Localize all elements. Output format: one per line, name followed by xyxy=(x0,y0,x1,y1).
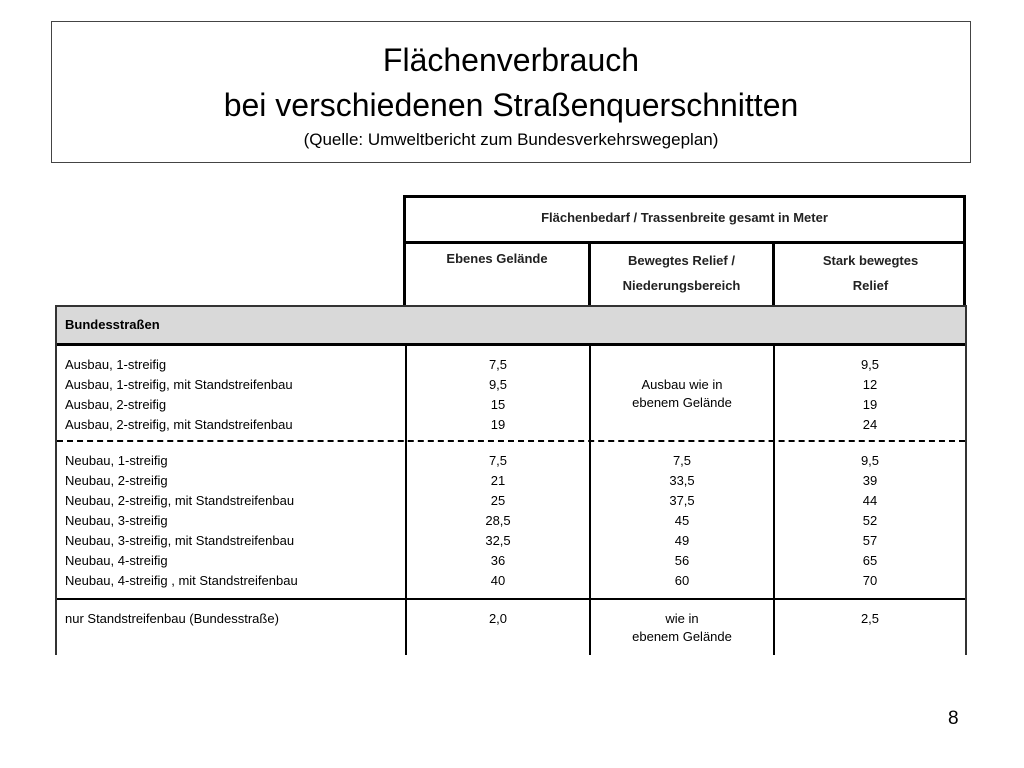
value-stark: 44 xyxy=(862,493,878,508)
title-box xyxy=(51,21,971,163)
column-header-bewegtes xyxy=(588,244,775,308)
row-label: Ausbau, 2-streifig, mit Standstreifenbau xyxy=(65,417,293,432)
value-ebenes: 7,5 xyxy=(488,453,508,468)
row-label: Ausbau, 2-streifig xyxy=(65,397,167,412)
table-row xyxy=(57,571,965,591)
row-label: Ausbau, 1-streifig xyxy=(65,357,167,372)
value-bewegtes: 37,5 xyxy=(669,493,695,508)
value-stark: 9,5 xyxy=(860,357,880,372)
row-label: Neubau, 4-streifig , mit Standstreifenbau xyxy=(65,573,298,588)
slide-source: (Quelle: Umweltbericht zum Bundesverkehrswegeplan) xyxy=(303,130,719,149)
merged-line1: wie in xyxy=(665,611,699,626)
merged-cell-ausbau xyxy=(591,376,773,412)
value-ebenes: 9,5 xyxy=(488,377,508,392)
value-ebenes: 25 xyxy=(490,493,506,508)
value-ebenes: 19 xyxy=(490,417,506,432)
row-label: Ausbau, 1-streifig, mit Standstreifenbau xyxy=(65,377,293,392)
value-stark: 12 xyxy=(862,377,878,392)
column-header-ebenes xyxy=(406,244,588,308)
value-bewegtes: 60 xyxy=(674,573,690,588)
value-ebenes: 2,0 xyxy=(488,611,508,626)
merged-line1: Ausbau wie in xyxy=(641,377,723,392)
row-divider xyxy=(57,440,965,442)
value-stark: 52 xyxy=(862,513,878,528)
column-header-stark-line1: Stark bewegtes xyxy=(822,253,919,268)
column-header-stark xyxy=(778,244,963,308)
value-bewegtes: 49 xyxy=(674,533,690,548)
table-row xyxy=(57,451,965,471)
merged-line2: ebenem Gelände xyxy=(632,629,732,644)
column-header-stark-line2: Relief xyxy=(852,278,889,293)
table-row xyxy=(57,395,965,415)
row-divider xyxy=(57,598,965,600)
section-header: Bundesstraßen xyxy=(57,307,965,346)
value-bewegtes: 33,5 xyxy=(669,473,695,488)
table-row xyxy=(57,511,965,531)
value-ebenes: 7,5 xyxy=(488,357,508,372)
value-ebenes: 36 xyxy=(490,553,506,568)
value-stark: 65 xyxy=(862,553,878,568)
value-stark: 19 xyxy=(862,397,878,412)
table-row xyxy=(57,491,965,511)
table-body xyxy=(55,305,967,655)
value-ebenes: 28,5 xyxy=(485,513,511,528)
column-header-bewegtes-line1: Bewegtes Relief / xyxy=(628,253,735,268)
table-row xyxy=(57,471,965,491)
value-ebenes: 32,5 xyxy=(485,533,511,548)
value-bewegtes: 7,5 xyxy=(672,453,692,468)
value-stark: 9,5 xyxy=(860,453,880,468)
slide-title-line1: Flächenverbrauch xyxy=(382,42,640,78)
row-label: Neubau, 2-streifig xyxy=(65,473,168,488)
row-label: nur Standstreifenbau (Bundesstraße) xyxy=(65,611,279,626)
column-header-bewegtes-line2: Niederungsbereich xyxy=(622,278,741,293)
merged-line2: ebenem Gelände xyxy=(632,395,732,410)
row-label: Neubau, 2-streifig, mit Standstreifenbau xyxy=(65,493,295,508)
value-stark: 2,5 xyxy=(860,611,880,626)
value-ebenes: 40 xyxy=(490,573,506,588)
value-stark: 24 xyxy=(862,417,878,432)
merged-cell-standstreifen xyxy=(591,610,773,646)
row-label: Neubau, 3-streifig, mit Standstreifenbau xyxy=(65,533,295,548)
value-stark: 39 xyxy=(862,473,878,488)
value-stark: 70 xyxy=(862,573,878,588)
table-row xyxy=(57,355,965,375)
column-header-ebenes-line1: Ebenes Gelände xyxy=(446,251,548,266)
table-row xyxy=(57,375,965,395)
row-label: Neubau, 3-streifig xyxy=(65,513,168,528)
table-row xyxy=(57,531,965,551)
table-row xyxy=(57,415,965,435)
table-header xyxy=(403,195,966,305)
super-header: Flächenbedarf / Trassenbreite gesamt in Meter xyxy=(406,198,963,244)
value-stark: 57 xyxy=(862,533,878,548)
value-bewegtes: 45 xyxy=(674,513,690,528)
value-bewegtes: 56 xyxy=(674,553,690,568)
page-number: 8 xyxy=(948,708,959,729)
row-label: Neubau, 4-streifig xyxy=(65,553,168,568)
value-ebenes: 21 xyxy=(490,473,506,488)
value-ebenes: 15 xyxy=(490,397,506,412)
row-label: Neubau, 1-streifig xyxy=(65,453,168,468)
table-row xyxy=(57,551,965,571)
table-row xyxy=(57,609,965,629)
slide-title-line2: bei verschiedenen Straßenquerschnitten xyxy=(223,87,799,123)
